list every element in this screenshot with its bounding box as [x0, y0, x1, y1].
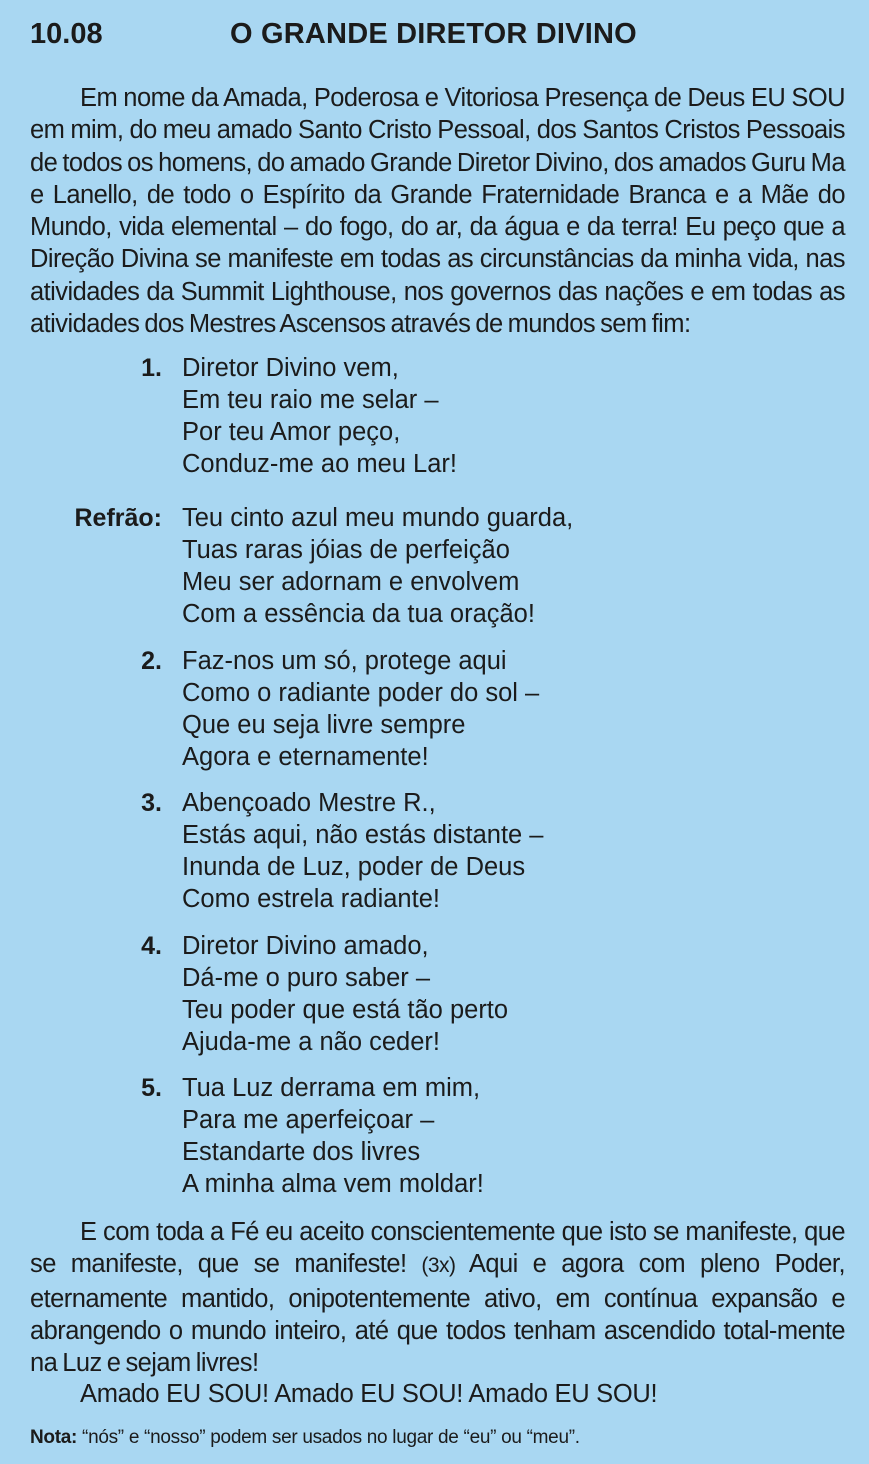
verse-line: Como o radiante poder do sol –: [182, 679, 540, 707]
verse-line: Que eu seja livre sempre: [182, 711, 466, 739]
repeat-marker: (3x): [421, 1254, 456, 1278]
stanza-label: 2.: [141, 647, 162, 675]
verse-line: Por teu Amor peço,: [182, 418, 401, 446]
verse-line: Tua Luz derrama em mim,: [182, 1074, 481, 1102]
decree-header: [30, 18, 845, 58]
verse-line: Em teu raio me selar –: [182, 386, 439, 414]
stanza-label: 4.: [141, 932, 162, 960]
verse-line: Conduz-me ao meu Lar!: [182, 450, 457, 478]
refrain-lines: [182, 502, 573, 630]
verse-line: Estás aqui, não estás distante –: [182, 821, 544, 849]
verse-line: Ajuda-me a não ceder!: [182, 1028, 440, 1056]
verse-line: Teu poder que está tão perto: [182, 996, 509, 1024]
stanza-lines: [182, 645, 539, 773]
verse-line: Para me aperfeiçoar –: [182, 1106, 435, 1134]
stanza-lines: [182, 352, 457, 480]
verse-line: Com a essência da tua oração!: [182, 600, 535, 628]
footnote-label: Nota:: [30, 1427, 78, 1448]
stanza-label: 3.: [141, 789, 162, 817]
footnote: [30, 1425, 580, 1451]
stanza-label: 1.: [141, 354, 162, 382]
verse-line: Estandarte dos livres: [182, 1138, 421, 1166]
stanza-lines: [182, 787, 543, 915]
stanza-lines: [182, 1072, 484, 1200]
verse-line: Inunda de Luz, poder de Deus: [182, 853, 526, 881]
verse-line: A minha alma vem moldar!: [182, 1170, 484, 1198]
stanza-label: 5.: [141, 1074, 162, 1102]
verse-line: Abençoado Mestre R.,: [182, 789, 436, 817]
closing-text-part1: E com toda a Fé eu aceito conscientemente que isto se manifeste, que se manifeste, que se manifeste!: [30, 1218, 845, 1279]
decree-title: O GRANDE DIRETOR DIVINO: [230, 18, 637, 50]
verse-line: Teu cinto azul meu mundo guarda,: [182, 504, 574, 532]
verse-line: Meu ser adornam e envolvem: [182, 568, 520, 596]
verse-line: Diretor Divino vem,: [182, 354, 399, 382]
intro-paragraph: Em nome da Amada, Poderosa e Vitoriosa Presença de Deus EU SOU em mim, do meu amado Santo Cristo Pessoal, dos Santos Cristos Pessoais de todos os homens, do amado Grande Diretor Divino, dos amados Guru Ma e Lanello, de todo o Espírito da Grande Fraternidade Branca e a Mãe do Mundo, vida elemental – do fogo, do ar, da água e da terra! Eu peço que a Direção Divina se manifeste em todas as circunstâncias da minha vida, nas atividades da Summit Lighthouse, nos governos das nações e em todas as atividades dos Mestres Ascensos através de mundos sem fim:: [30, 84, 845, 339]
closing-paragraph: [30, 1216, 845, 1379]
verse-line: Faz-nos um só, protege aqui: [182, 647, 507, 675]
verse-line: Agora e eternamente!: [182, 743, 429, 771]
decree-number: 10.08: [30, 18, 103, 50]
refrain-label: Refrão:: [74, 504, 162, 532]
verse-line: Como estrela radiante!: [182, 885, 440, 913]
verse-line: Tuas raras jóias de perfeição: [182, 536, 510, 564]
footnote-text: “nós” e “nosso” podem ser usados no lugar de “eu” ou “meu”.: [82, 1427, 580, 1448]
closing-text-part2: Aqui e agora com pleno Poder, eternamente mantido, onipotentemente ativo, em contínua expansão e abrangendo o mundo inteiro, até que todos tenham ascendido total-mente na Luz e sejam livres!: [30, 1250, 845, 1378]
amado-eu-sou-line: Amado EU SOU! Amado EU SOU! Amado EU SOU!: [80, 1380, 658, 1408]
stanza-lines: [182, 930, 508, 1058]
verse-line: Diretor Divino amado,: [182, 932, 429, 960]
verse-line: Dá-me o puro saber –: [182, 964, 431, 992]
